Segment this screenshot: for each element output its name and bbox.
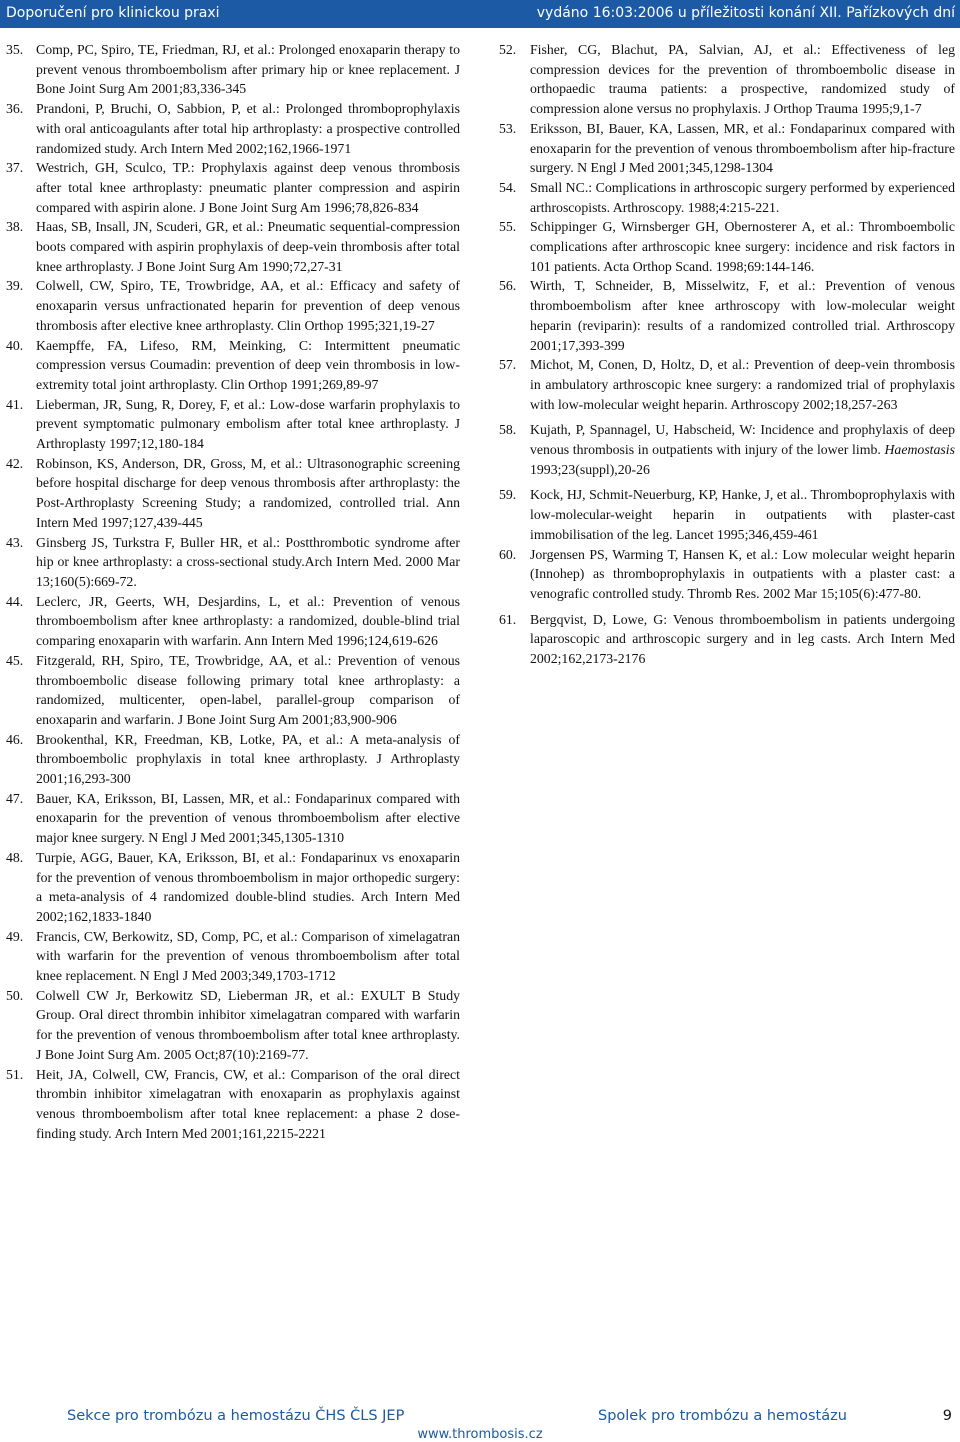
reference-text: Kaempffe, FA, Lifeso, RM, Meinking, C: Intermittent pneumatic compression versus Coumadin: prevention of deep vein thrombosis in low-extremity total joint arthroplasty. Clin Orthop 1991;269,89-97 [36, 337, 460, 392]
reference-text: Turpie, AGG, Bauer, KA, Eriksson, BI, et al.: Fondaparinux vs enoxaparin for the prevention of venous thromboembolism in major orthopedic surgery: a meta-analysis of 4 randomized double-blind studies. Arch Intern Med 2002;162,1833-1840 [36, 849, 460, 924]
reference-item [6, 158, 460, 217]
reference-item [6, 592, 460, 651]
footer-website-link[interactable]: www.thrombosis.cz [417, 1427, 543, 1442]
reference-number: 40. [6, 337, 24, 353]
reference-number: 50. [6, 987, 24, 1003]
reference-item [499, 420, 955, 479]
reference-text: Leclerc, JR, Geerts, WH, Desjardins, L, et al.: Prevention of venous thromboembolism after knee arthroplasty: a randomized, double-blind trial comparing enoxaparin with warfarin. Ann Intern Med 1996;124,619-626 [36, 593, 460, 649]
reference-text: Kujath, P, Spannagel, U, Habscheid, W: Incidence and prophylaxis of deep venous thrombosis in outpatients with injury of the lower limb. Haemostasis 1993;23(suppl),20-26 [530, 422, 955, 477]
reference-text: Fitzgerald, RH, Spiro, TE, Trowbridge, AA, et al.: Prevention of venous thromboembolic disease following primary total knee arthroplasty: a randomized, multicenter, open-label, parallel-group comparison of enoxaparin and warfarin. J Bone Joint Surg Am 2001;83,900-906 [36, 652, 460, 727]
reference-number: 49. [6, 928, 24, 944]
header-title: Doporučení pro klinickou praxi [6, 5, 220, 21]
reference-item [499, 40, 955, 119]
reference-number: 46. [6, 731, 24, 747]
reference-number: 45. [6, 652, 24, 668]
reference-text: Schippinger G, Wirnsberger GH, Obernosterer A, et al.: Thromboembolic complications after arthroscopic knee surgery: incidence and risk factors in 101 patients. Acta Orthop Scand. 1998;69:144-146. [530, 219, 955, 274]
reference-text: Wirth, T, Schneider, B, Misselwitz, F, et al.: Prevention of venous thromboembolism after knee arthroscopy with low-molecular weight heparin (reviparin): results of a randomized controlled trial. Arthroscopy 2001;17,393-399 [530, 278, 955, 353]
reference-number: 57. [499, 357, 517, 373]
reference-item [499, 355, 955, 414]
reference-text: Kock, HJ, Schmit-Neuerburg, KP, Hanke, J, et al.. Thromboprophylaxis with low-molecular-weight heparin in outpatients with plaster-cast immobilisation of the leg. Lancet 1995;346,459-461 [530, 487, 955, 542]
reference-number: 58. [499, 422, 517, 438]
reference-text: Ginsberg JS, Turkstra F, Buller HR, et al.: Postthrombotic syndrome after hip or knee arthroplasty: a cross-sectional study.Arch Intern Med. 2000 Mar 13;160(5):669-72. [36, 534, 460, 589]
reference-item [6, 927, 460, 986]
reference-item [6, 789, 460, 848]
reference-number: 59. [499, 487, 517, 503]
reference-number: 41. [6, 396, 24, 412]
reference-item [6, 986, 460, 1065]
reference-number: 42. [6, 455, 24, 471]
footer-society-name: Spolek pro trombózu a hemostázu [598, 1408, 847, 1424]
reference-item [6, 99, 460, 158]
reference-text: Heit, JA, Colwell, CW, Francis, CW, et al.: Comparison of the oral direct thrombin inhibitor ximelagatran with enoxaparin as prophylaxis against venous thromboembolism after total knee replacement: a phase 2 dose-finding study. Arch Intern Med 2001;161,2215-2221 [36, 1066, 460, 1141]
page-number: 9 [942, 1408, 952, 1424]
reference-item [499, 610, 955, 669]
reference-item [6, 40, 460, 99]
reference-number: 51. [6, 1066, 24, 1082]
reference-number: 52. [499, 42, 517, 57]
reference-item [6, 454, 460, 533]
reference-text: Bauer, KA, Eriksson, BI, Lassen, MR, et al.: Fondaparinux compared with enoxaparin for the prevention of venous thromboembolism after elective major knee surgery. N Engl J Med 2001;345,1305-1310 [36, 790, 460, 846]
reference-text: Lieberman, JR, Sung, R, Dorey, F, et al.: Low-dose warfarin prophylaxis to prevent symptomatic pulmonary embolism after total knee arthroplasty. J Arthroplasty 1997;12,180-184 [36, 396, 460, 452]
reference-item [6, 336, 460, 395]
reference-item [499, 485, 955, 544]
footer-section-name: Sekce pro trombózu a hemostázu ČHS ČLS JEP [67, 1408, 405, 1424]
reference-text: Fisher, CG, Blachut, PA, Salvian, AJ, et al.: Effectiveness of leg compression devices for the prevention of thromboembolic disease in orthopaedic trauma patients: a prospective, randomized study of compression alone versus no prophylaxis. J Orthop Trauma 1995;9,1-7 [530, 42, 955, 117]
reference-text: Michot, M, Conen, D, Holtz, D, et al.: Prevention of deep-vein thrombosis in ambulatory arthroscopic knee surgery: a randomized trial of prophylaxis with low-molecular weight heparin. Arthroscopy 2002;18,257-263 [530, 357, 955, 412]
page-footer [0, 1408, 960, 1442]
reference-number: 35. [6, 42, 24, 57]
reference-item [6, 848, 460, 927]
reference-item [499, 119, 955, 178]
reference-text: Westrich, GH, Sculco, TP.: Prophylaxis against deep venous thrombosis after total knee arthroplasty: pneumatic planter compression and aspirin compared with aspirin alone. J Bone Joint Surg Am 1996;78,826-834 [36, 160, 460, 215]
reference-number: 37. [6, 160, 24, 176]
reference-number: 56. [499, 278, 517, 294]
reference-number: 43. [6, 534, 24, 550]
reference-item [499, 276, 955, 355]
reference-text: Jorgensen PS, Warming T, Hansen K, et al.: Low molecular weight heparin (Innohep) as thromboprophylaxis in outpatients with a plaster cast: a venografic controlled study. Thromb Res. 2002 Mar 15;105(6):477-80. [530, 546, 955, 601]
reference-number: 61. [499, 611, 517, 627]
reference-number: 39. [6, 278, 24, 294]
reference-text: Colwell CW Jr, Berkowitz SD, Lieberman JR, et al.: EXULT B Study Group. Oral direct thrombin inhibitor ximelagatran compared with warfarin for the prevention of venous thromboembolism after total knee arthroplasty. J Bone Joint Surg Am. 2005 Oct;87(10):2169-77. [36, 987, 460, 1062]
reference-text: Prandoni, P, Bruchi, O, Sabbion, P, et al.: Prolonged thromboprophylaxis with oral anticoagulants after total hip arthroplasty: a prospective controlled randomized study. Arch Intern Med 2002;162,1966-1971 [36, 101, 460, 156]
reference-number: 55. [499, 219, 517, 235]
reference-number: 38. [6, 219, 24, 235]
reference-item [499, 217, 955, 276]
reference-item [6, 533, 460, 592]
reference-item [6, 730, 460, 789]
reference-number: 54. [499, 179, 517, 195]
reference-text: Robinson, KS, Anderson, DR, Gross, M, et al.: Ultrasonographic screening before hospital discharge for deep venous thrombosis after arthroplasty: the Post-Arthroplasty Screening Study; a randomized, controlled trial. Ann Intern Med 1997;127,439-445 [36, 455, 460, 530]
reference-text: Haas, SB, Insall, JN, Scuderi, GR, et al.: Pneumatic sequential-compression boots compared with aspirin prophylaxis of deep-vein thrombosis after total knee arthroplasty. J Bone Joint Surg Am 1990;72,27-31 [36, 219, 460, 274]
reference-text: Brookenthal, KR, Freedman, KB, Lotke, PA, et al.: A meta-analysis of thromboembolic prophylaxis in total knee arthroplasty. J Arthroplasty 2001;16,293-300 [36, 731, 460, 787]
reference-text: Colwell, CW, Spiro, TE, Trowbridge, AA, et al.: Efficacy and safety of enoxaparin versus unfractionated heparin for prevention of deep venous thrombosis after elective knee arthroplasty. Clin Orthop 1995;321,19-27 [36, 278, 460, 333]
reference-text: Small NC.: Complications in arthroscopic surgery performed by experienced arthroscopists. Arthroscopy. 1988;4:215-221. [530, 179, 955, 215]
reference-number: 48. [6, 849, 24, 865]
reference-item [6, 395, 460, 454]
reference-number: 60. [499, 546, 517, 562]
reference-item [6, 276, 460, 335]
reference-text: Eriksson, BI, Bauer, KA, Lassen, MR, et al.: Fondaparinux compared with enoxaparin for the prevention of venous thromboembolism after hip-fracture surgery. N Engl J Med 2001;345,1298-1304 [530, 120, 955, 176]
reference-number: 47. [6, 790, 24, 806]
reference-number: 36. [6, 101, 24, 117]
reference-text: Bergqvist, D, Lowe, G: Venous thromboembolism in patients undergoing laparoscopic and arthroscopic surgery and in leg casts. Arch Intern Med 2002;162,2173-2176 [530, 611, 955, 667]
reference-text: Comp, PC, Spiro, TE, Friedman, RJ, et al.: Prolonged enoxaparin therapy to prevent venous thromboembolism after primary hip or knee replacement. J Bone Joint Surg Am 2001;83,336-345 [36, 42, 460, 97]
header-issue-date: vydáno 16:03:2006 u příležitosti konání XII. Pařízkových dní [536, 5, 955, 21]
references-right-column [499, 40, 955, 669]
reference-item [6, 217, 460, 276]
reference-number: 44. [6, 593, 24, 609]
reference-item [499, 178, 955, 217]
reference-number: 53. [499, 120, 517, 136]
reference-text: Francis, CW, Berkowitz, SD, Comp, PC, et al.: Comparison of ximelagatran with warfarin for the prevention of venous thromboembolism after total knee replacement. N Engl J Med 2003;349,1703-1712 [36, 928, 460, 984]
page-header [0, 0, 960, 28]
reference-item [499, 545, 955, 604]
reference-item [6, 1065, 460, 1144]
reference-item [6, 651, 460, 730]
references-left-column [6, 40, 460, 1143]
